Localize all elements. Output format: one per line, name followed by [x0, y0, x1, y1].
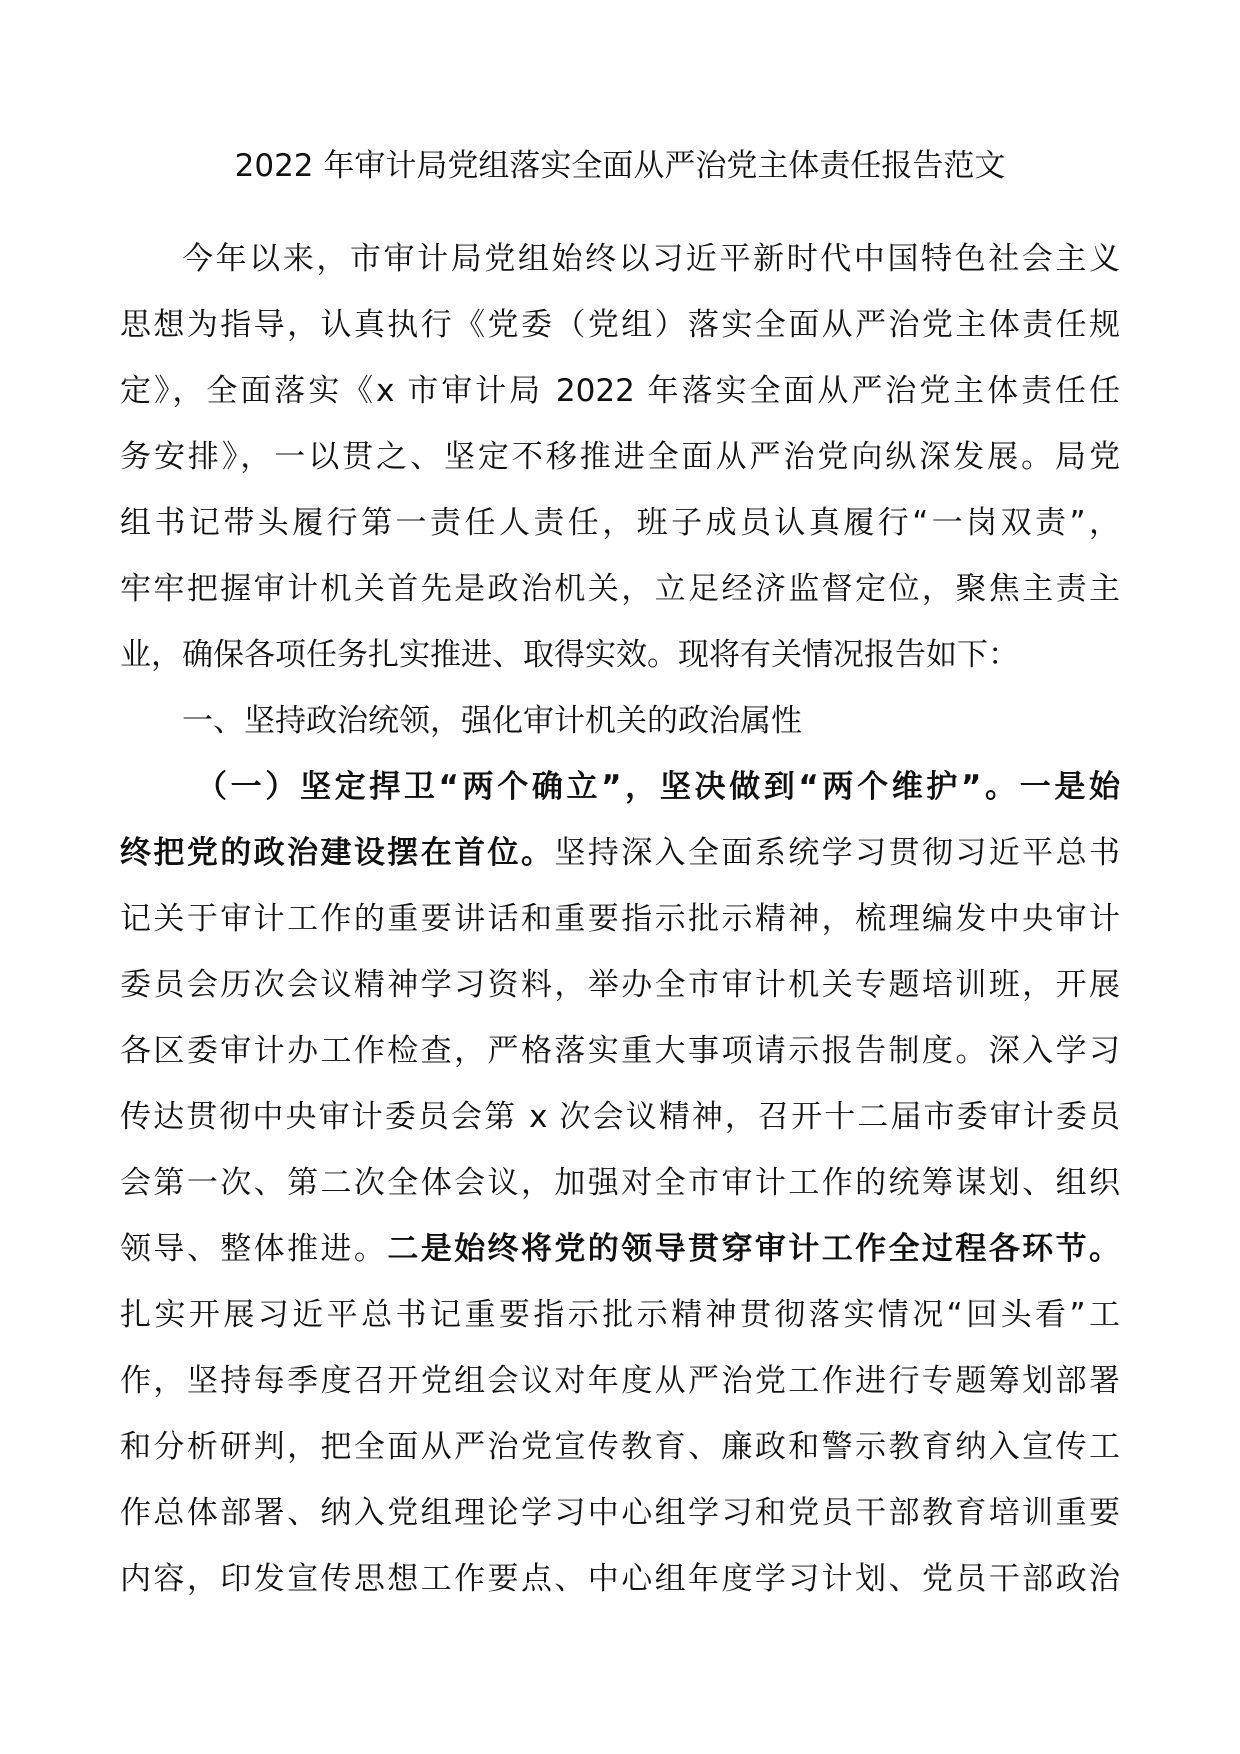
- document-title: 2022 年审计局党组落实全面从严治党主体责任报告范文: [234, 148, 1006, 184]
- text-run: 各区委审计办工作检查，严格落实重大事项请示报告制度。深入学习: [120, 1033, 1120, 1069]
- text-run: 作，坚持每季度召开党组会议对年度从严治党工作进行专题筹划部署: [120, 1363, 1120, 1399]
- text-run: 和分析研判，把全面从严治党宣传教育、廉政和警示教育纳入宣传工: [120, 1429, 1120, 1465]
- subsection-heading: [120, 754, 1120, 820]
- paragraph-line: [120, 292, 1120, 358]
- text-run: 作总体部署、纳入党组理论学习中心组学习和党员干部教育培训重要: [120, 1495, 1120, 1531]
- paragraph-line: [120, 1018, 1120, 1084]
- paragraph-line: [120, 952, 1120, 1018]
- paragraph-line: [120, 1546, 1120, 1612]
- paragraph-line: [120, 226, 1120, 292]
- text-run: 思想为指导，认真执行《党委（党组）落实全面从严治党主体责任规: [120, 307, 1120, 343]
- paragraph-line: [120, 556, 1120, 622]
- text-run: 内容，印发宣传思想工作要点、中心组年度学习计划、党员干部政治: [120, 1561, 1120, 1597]
- paragraph-line: [120, 1414, 1120, 1480]
- text-run: （一）坚定捍卫“两个确立”，坚决做到“两个维护”。一是始: [196, 769, 1120, 805]
- text-run: 委员会历次会议精神学习资料，举办全市审计机关专题培训班，开展: [120, 967, 1120, 1003]
- paragraph-line: [120, 1084, 1120, 1150]
- text-run: 扎实开展习近平总书记重要指示批示精神贯彻落实情况“回头看”工: [120, 1297, 1120, 1333]
- paragraph-line: [120, 358, 1120, 424]
- paragraph-line: [120, 1282, 1120, 1348]
- bold-text-run: 终把党的政治建设摆在首位。: [120, 835, 555, 871]
- paragraph-line: [120, 1216, 1120, 1282]
- document-body: [120, 226, 1120, 1612]
- text-run: 牢牢把握审计机关首先是政治机关，立足经济监督定位，聚焦主责主: [120, 571, 1120, 607]
- paragraph-line: [120, 1480, 1120, 1546]
- text-run: 务安排》，一以贯之、坚定不移推进全面从严治党向纵深发展。局党: [120, 439, 1120, 475]
- text-run: 业，确保各项任务扎实推进、取得实效。现将有关情况报告如下：: [120, 637, 1019, 673]
- text-run: 传达贯彻中央审计委员会第 x 次会议精神，召开十二届市委审计委员: [120, 1099, 1120, 1135]
- text-run: 记关于审计工作的重要讲话和重要指示批示精神，梳理编发中央审计: [120, 901, 1120, 937]
- paragraph-line: [120, 424, 1120, 490]
- paragraph-line: [120, 820, 1120, 886]
- bold-text-run: 二是始终将党的领导贯穿审计工作全过程各环节。: [387, 1231, 1120, 1267]
- paragraph-line: [120, 1150, 1120, 1216]
- text-run: 领导、整体推进。: [120, 1231, 388, 1267]
- text-run: 坚持深入全面系统学习贯彻习近平总书: [554, 835, 1121, 871]
- paragraph-line: [120, 490, 1120, 556]
- paragraph-line: [120, 886, 1120, 952]
- paragraph-line: [120, 1348, 1120, 1414]
- text-run: 一、坚持政治统领，强化审计机关的政治属性: [182, 703, 802, 739]
- text-run: 会第一次、第二次全体会议，加强对全市审计工作的统筹谋划、组织: [120, 1165, 1120, 1201]
- paragraph-line: [120, 622, 1120, 688]
- section-heading: [120, 688, 1120, 754]
- text-run: 组书记带头履行第一责任人责任，班子成员认真履行“一岗双责”，: [120, 505, 1120, 541]
- text-run: 定》，全面落实《x 市审计局 2022 年落实全面从严治党主体责任任: [120, 373, 1120, 409]
- text-run: 今年以来，市审计局党组始终以习近平新时代中国特色社会主义: [182, 241, 1120, 277]
